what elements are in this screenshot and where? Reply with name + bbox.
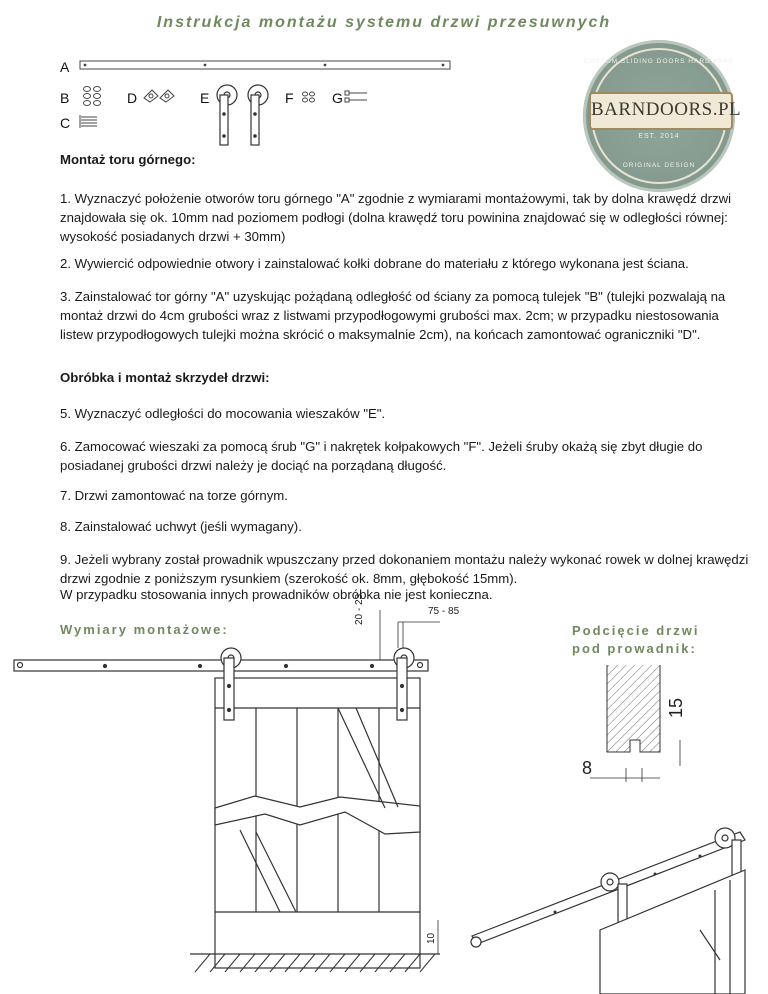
section-heading-door: Obróbka i montaż skrzydeł drzwi: bbox=[60, 370, 270, 385]
logo-bottom-text: ORIGINAL DESIGN bbox=[622, 162, 696, 169]
dim-hanger-offset: 20 - 23 bbox=[354, 593, 365, 625]
section-heading-rail: Montaż toru górnego: bbox=[60, 152, 196, 167]
parts-drawing bbox=[55, 52, 475, 167]
step-2: 2. Wywiercić odpowiednie otwory i zainstalować kołki dobrane do materiału z którego wykonana jest ściana. bbox=[60, 256, 689, 271]
groove-heading-line-2: pod prowadnik: bbox=[572, 641, 697, 656]
step-6: 6. Zamocować wieszaki za pomocą śrub "G" i nakrętek kołpakowych "F". Jeżeli śruby okażą się zbyt długie do posiadanej grubości drzwi należy je dociąć na porządaną długość. bbox=[60, 439, 703, 473]
step-8: 8. Zainstalować uchwyt (jeśli wymagany). bbox=[60, 519, 302, 534]
part-label-f: F bbox=[285, 90, 294, 106]
page-title: Instrukcja montażu systemu drzwi przesuwnych bbox=[156, 14, 612, 31]
step-9: 9. Jeżeli wybrany został prowadnik wpuszczany przed dokonaniem montażu należy wykonać rowek w dolnej krawędzi drzwi zgodnie z poniższym rysunkiem (szerokość ok. 8mm, głębokość 15mm). bbox=[60, 552, 749, 586]
perspective-drawing bbox=[460, 810, 760, 994]
step-5: 5. Wyznaczyć odległości do mocowania wieszaków "E". bbox=[60, 406, 386, 421]
groove-heading-line-1: Podcięcie drzwi bbox=[572, 623, 700, 638]
part-label-a: A bbox=[60, 59, 70, 75]
part-label-d: D bbox=[127, 90, 138, 106]
mount-dimensions-heading: Wymiary montażowe: bbox=[60, 622, 229, 637]
dim-top-gap: 75 - 85 bbox=[428, 606, 460, 617]
step-3: 3. Zainstalować tor górny "A" uzyskując pożądaną odległość od ściany za pomocą tulejek "B" (tulejki pozwalają na montaż drzwi do 4cm grubości wraz z listwami przypodłogowymi grubości max. 2cm; w przypadku niestosowania listew przypodłogowych tulejki można skrócić o maksymalnie 2cm), na końcach zamontować ograniczniki "D". bbox=[60, 289, 726, 342]
part-label-e: E bbox=[200, 90, 210, 106]
dim-floor-gap: 10 bbox=[426, 932, 437, 944]
part-label-g: G bbox=[332, 90, 343, 106]
logo-established: EST. 2014 bbox=[638, 133, 680, 140]
logo-top-text: CUSTOM SLIDING DOORS HARDWARE bbox=[584, 58, 734, 65]
step-9-note: W przypadku stosowania innych prowadników obróbka nie jest konieczna. bbox=[60, 587, 493, 602]
dim-groove-depth: 15 bbox=[666, 697, 686, 718]
step-7: 7. Drzwi zamontować na torze górnym. bbox=[60, 488, 288, 503]
logo-name: BARNDOORS.PL bbox=[591, 99, 742, 120]
logo-band bbox=[589, 92, 742, 130]
door-mount-drawing bbox=[0, 600, 470, 994]
dim-groove-width: 8 bbox=[582, 758, 593, 778]
parts-diagram bbox=[55, 52, 475, 167]
part-label-c: C bbox=[60, 115, 71, 131]
groove-detail-drawing bbox=[580, 660, 690, 790]
step-1: 1. Wyznaczyć położenie otworów toru górnego "A" zgodnie z wymiarami montażowymi, tak by dolna krawędź drzwi znajdowała się ok. 10mm nad poziomem podłogi (dolna krawędź toru powinina znajdować się w odległości równej: wysokość posiadanych drzwi + 30mm) bbox=[60, 191, 732, 244]
groove-heading bbox=[572, 622, 700, 658]
brand-logo bbox=[583, 40, 742, 192]
part-label-b: B bbox=[60, 90, 70, 106]
